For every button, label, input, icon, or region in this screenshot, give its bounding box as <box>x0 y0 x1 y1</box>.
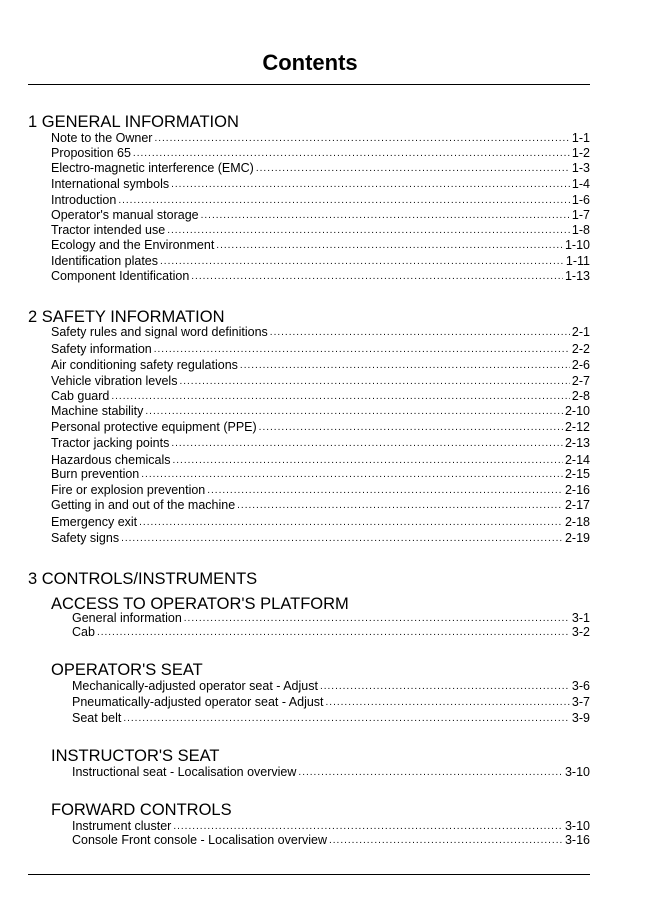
entry-title: Electro-magnetic interference (EMC) <box>51 161 254 175</box>
dot-leader <box>256 160 570 176</box>
bottom-divider <box>28 874 590 875</box>
entry-page-number: 1-13 <box>564 269 590 283</box>
entry-title: Tractor intended use <box>51 223 166 237</box>
entry-page-number: 1-7 <box>571 208 590 222</box>
toc-entry[interactable] <box>51 223 590 238</box>
dot-leader <box>207 482 563 498</box>
entry-page-number: 2-8 <box>571 389 590 403</box>
toc-entry[interactable] <box>51 325 590 340</box>
chapter-heading: 3 CONTROLS/INSTRUMENTS <box>28 570 258 588</box>
entry-page-number: 2-2 <box>571 342 590 356</box>
dot-leader <box>320 678 570 694</box>
entry-page-number: 3-7 <box>571 695 590 709</box>
toc-entry[interactable] <box>72 833 590 848</box>
entry-page-number: 1-11 <box>565 254 590 268</box>
dot-leader <box>329 832 563 848</box>
entry-page-number: 2-7 <box>571 374 590 388</box>
entry-title: Fire or explosion prevention <box>51 483 206 497</box>
entry-page-number: 1-3 <box>571 161 590 175</box>
section-heading: OPERATOR'S SEAT <box>51 661 203 679</box>
toc-entry[interactable] <box>72 625 590 640</box>
chapter-heading: 2 SAFETY INFORMATION <box>28 308 225 326</box>
entry-title: Instructional seat - Localisation overview <box>72 765 297 779</box>
toc-entry[interactable] <box>72 679 590 694</box>
entry-title: Introduction <box>51 193 117 207</box>
dot-leader <box>179 373 569 389</box>
entry-title: Emergency exit <box>51 515 138 529</box>
entry-page-number: 2-14 <box>564 453 590 467</box>
entry-title: Ecology and the Environment <box>51 238 215 252</box>
entry-page-number: 2-10 <box>564 404 590 418</box>
entry-page-number: 2-16 <box>564 483 590 497</box>
chapter-heading: 1 GENERAL INFORMATION <box>28 113 239 131</box>
section-heading: INSTRUCTOR'S SEAT <box>51 747 220 765</box>
entry-title: Burn prevention <box>51 467 140 481</box>
dot-leader <box>201 207 570 223</box>
entry-page-number: 3-2 <box>571 625 590 639</box>
entry-title: Air conditioning safety regulations <box>51 358 238 372</box>
dot-leader <box>167 222 570 238</box>
dot-leader <box>259 419 563 435</box>
toc-entry[interactable] <box>51 254 590 269</box>
toc-entry[interactable] <box>51 515 590 530</box>
entry-title: Getting in and out of the machine <box>51 498 236 512</box>
entry-title: General information <box>72 611 182 625</box>
dot-leader <box>154 341 570 357</box>
toc-entry[interactable] <box>72 765 590 780</box>
dot-leader <box>237 497 563 513</box>
toc-entry[interactable] <box>51 436 590 451</box>
section-heading: ACCESS TO OPERATOR'S PLATFORM <box>51 595 349 613</box>
entry-page-number: 2-12 <box>564 420 590 434</box>
entry-page-number: 1-10 <box>564 238 590 252</box>
top-divider <box>28 84 590 85</box>
entry-page-number: 2-19 <box>564 531 590 545</box>
dot-leader <box>121 530 563 546</box>
entry-title: International symbols <box>51 177 170 191</box>
toc-entry[interactable] <box>51 161 590 176</box>
toc-entry[interactable] <box>51 177 590 192</box>
dot-leader <box>171 435 563 451</box>
entry-page-number: 1-1 <box>571 131 590 145</box>
toc-entry[interactable] <box>51 131 590 146</box>
toc-entry[interactable] <box>51 498 590 513</box>
toc-entry[interactable] <box>51 483 590 498</box>
page-title: Contents <box>262 50 358 75</box>
entry-page-number: 3-16 <box>564 833 590 847</box>
entry-title: Tractor jacking points <box>51 436 170 450</box>
entry-page-number: 3-6 <box>571 679 590 693</box>
dot-leader <box>216 237 563 253</box>
toc-entry[interactable] <box>72 711 590 726</box>
entry-title: Cab guard <box>51 389 110 403</box>
entry-title: Console Front console - Localisation overview <box>72 833 327 847</box>
entry-page-number: 2-15 <box>564 467 590 481</box>
entry-page-number: 1-6 <box>571 193 590 207</box>
toc-entry[interactable] <box>51 146 590 161</box>
entry-title: Identification plates <box>51 254 159 268</box>
entry-page-number: 2-6 <box>571 358 590 372</box>
entry-page-number: 2-18 <box>564 515 590 529</box>
entry-title: Cab <box>72 625 95 639</box>
entry-title: Personal protective equipment (PPE) <box>51 420 257 434</box>
dot-leader <box>160 253 564 269</box>
dot-leader <box>111 388 570 404</box>
entry-title: Safety rules and signal word definitions <box>51 325 268 339</box>
toc-entry[interactable] <box>51 208 590 223</box>
entry-title: Safety signs <box>51 531 120 545</box>
dot-leader <box>240 357 570 373</box>
entry-title: Safety information <box>51 342 152 356</box>
entry-title: Component Identification <box>51 269 190 283</box>
dot-leader <box>298 764 563 780</box>
dot-leader <box>326 694 570 710</box>
toc-entry[interactable] <box>51 358 590 373</box>
toc-entry[interactable] <box>51 269 590 284</box>
entry-title: Operator's manual storage <box>51 208 199 222</box>
entry-page-number: 1-4 <box>571 177 590 191</box>
toc-entry[interactable] <box>51 467 590 482</box>
toc-entry[interactable] <box>51 193 590 208</box>
dot-leader <box>133 145 570 161</box>
toc-entry[interactable] <box>51 404 590 419</box>
entry-page-number: 2-1 <box>571 325 590 339</box>
toc-entry[interactable] <box>51 531 590 546</box>
dot-leader <box>191 268 563 284</box>
entry-title: Hazardous chemicals <box>51 453 171 467</box>
entry-title: Instrument cluster <box>72 819 172 833</box>
dot-leader <box>139 514 563 530</box>
entry-page-number: 3-1 <box>571 611 590 625</box>
section-heading: FORWARD CONTROLS <box>51 801 232 819</box>
dot-leader <box>97 624 570 640</box>
dot-leader <box>118 192 570 208</box>
entry-page-number: 3-10 <box>564 765 590 779</box>
entry-page-number: 3-9 <box>571 711 590 725</box>
entry-title: Mechanically-adjusted operator seat - Adjust <box>72 679 318 693</box>
entry-title: Vehicle vibration levels <box>51 374 178 388</box>
dot-leader <box>171 176 570 192</box>
dot-leader <box>270 324 570 340</box>
entry-title: Proposition 65 <box>51 146 131 160</box>
toc-entry[interactable] <box>51 420 590 435</box>
entry-title: Seat belt <box>72 711 122 725</box>
entry-title: Note to the Owner <box>51 131 153 145</box>
entry-page-number: 2-17 <box>564 498 590 512</box>
toc-entry[interactable] <box>51 238 590 253</box>
toc-entry[interactable] <box>51 342 590 357</box>
dot-leader <box>145 403 563 419</box>
toc-entry[interactable] <box>51 389 590 404</box>
entry-page-number: 3-10 <box>564 819 590 833</box>
entry-title: Machine stability <box>51 404 144 418</box>
toc-entry[interactable] <box>51 374 590 389</box>
dot-leader <box>154 130 569 146</box>
entry-page-number: 1-2 <box>571 146 590 160</box>
entry-page-number: 2-13 <box>564 436 590 450</box>
entry-page-number: 1-8 <box>571 223 590 237</box>
dot-leader <box>141 466 563 482</box>
toc-entry[interactable] <box>72 695 590 710</box>
entry-title: Pneumatically-adjusted operator seat - Adjust <box>72 695 324 709</box>
dot-leader <box>123 710 570 726</box>
